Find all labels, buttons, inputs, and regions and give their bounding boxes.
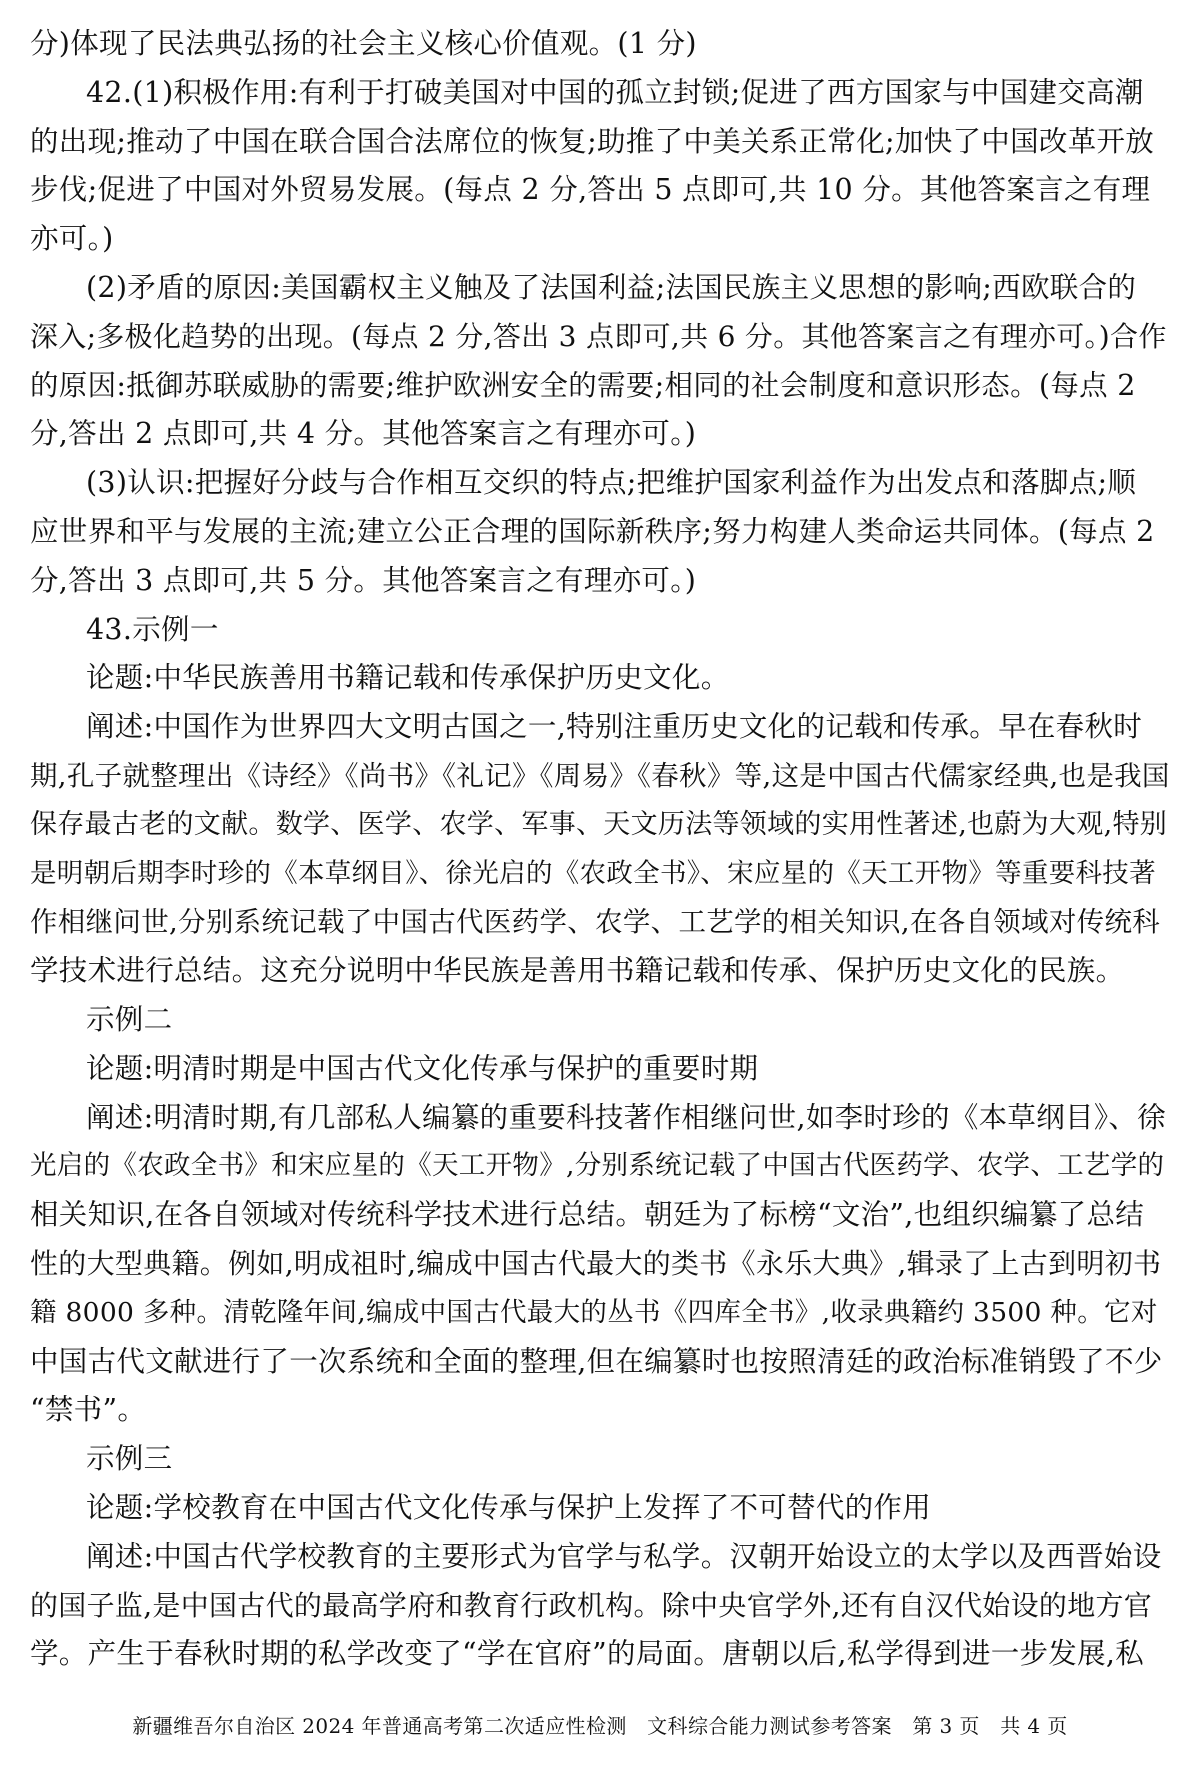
text-line: (3)认识:把握好分歧与合作相互交织的特点;把维护国家利益作为出发点和落脚点;顺	[86, 466, 1137, 500]
text-line: “禁书”。	[30, 1393, 147, 1427]
text-line: 期,孔子就整理出《诗经》《尚书》《礼记》《周易》《春秋》等,这是中国古代儒家经典,也是我国	[30, 759, 1170, 792]
text-line: 论题:学校教育在中国古代文化传承与保护上发挥了不可替代的作用	[86, 1490, 932, 1524]
text-line: 学技术进行总结。这充分说明中华民族是善用书籍记载和传承、保护历史文化的民族。	[30, 954, 1125, 988]
text-line: 亦可。)	[30, 222, 114, 256]
text-line: 的国子监,是中国古代的最高学府和教育行政机构。除中央官学外,还有自汉代始设的地方官	[30, 1588, 1153, 1622]
text-line: 示例三	[86, 1442, 173, 1476]
answer-text-body	[30, 20, 1170, 1679]
text-line: 性的大型典籍。例如,明成祖时,编成中国古代最大的类书《永乐大典》,辑录了上古到明初书	[30, 1246, 1162, 1280]
text-line: 学。产生于春秋时期的私学改变了“学在官府”的局面。唐朝以后,私学得到进一步发展,私	[30, 1637, 1145, 1671]
text-line: 阐述:中国作为世界四大文明古国之一,特别注重历史文化的记载和传承。早在春秋时	[86, 710, 1143, 744]
text-line: 相关知识,在各自领域对传统科学技术进行总结。朝廷为了标榜“文治”,也组织编纂了总结	[30, 1198, 1145, 1232]
text-line: 42.(1)积极作用:有利于打破美国对中国的孤立封锁;促进了西方国家与中国建交高潮	[86, 75, 1144, 109]
text-line: 示例二	[86, 1002, 173, 1036]
text-line: 步伐;促进了中国对外贸易发展。(每点 2 分,答出 5 点即可,共 10 分。其他答案言之有理	[30, 173, 1151, 207]
text-line: 的原因:抵御苏联威胁的需要;维护欧洲安全的需要;相同的社会制度和意识形态。(每点 2	[30, 368, 1136, 402]
text-line: 应世界和平与发展的主流;建立公正合理的国际新秩序;努力构建人类命运共同体。(每点 2	[30, 514, 1155, 548]
text-line: 分,答出 2 点即可,共 4 分。其他答案言之有理亦可。)	[30, 417, 697, 451]
text-line: 作相继问世,分别系统记载了中国古代医药学、农学、工艺学的相关知识,在各自领域对传统科	[30, 906, 1161, 939]
text-line: 中国古代文献进行了一次系统和全面的整理,但在编纂时也按照清廷的政治标准销毁了不少	[30, 1344, 1163, 1378]
text-line: 深入;多极化趋势的出现。(每点 2 分,答出 3 点即可,共 6 分。其他答案言之有理亦可。)合作	[30, 319, 1167, 353]
text-line: 是明朝后期李时珍的《本草纲目》、徐光启的《农政全书》、宋应星的《天工开物》等重要科技著	[30, 857, 1156, 889]
text-line: (2)矛盾的原因:美国霸权主义触及了法国利益;法国民族主义思想的影响;西欧联合的	[86, 270, 1137, 304]
text-line: 43.示例一	[86, 612, 219, 646]
text-line: 分,答出 3 点即可,共 5 分。其他答案言之有理亦可。)	[30, 563, 697, 597]
text-line: 的出现;推动了中国在联合国合法席位的恢复;助推了中美关系正常化;加快了中国改革开放	[30, 124, 1155, 158]
page-footer: 新疆维吾尔自治区 2024 年普通高考第二次适应性检测 文科综合能力测试参考答案 第 3 页 共 4 页	[132, 1714, 1068, 1738]
text-line: 论题:明清时期是中国古代文化传承与保护的重要时期	[86, 1051, 759, 1085]
text-line: 光启的《农政全书》和宋应星的《天工开物》,分别系统记载了中国古代医药学、农学、工艺学的	[30, 1150, 1165, 1182]
text-line: 论题:中华民族善用书籍记载和传承保护历史文化。	[86, 661, 730, 695]
text-line: 阐述:明清时期,有几部私人编纂的重要科技著作相继问世,如李时珍的《本草纲目》、徐	[86, 1100, 1166, 1134]
text-line: 保存最古老的文献。数学、医学、农学、军事、天文历法等领域的实用性著述,也蔚为大观,特别	[30, 808, 1168, 840]
text-line: 分)体现了民法典弘扬的社会主义核心价值观。(1 分)	[30, 27, 697, 60]
text-line: 阐述:中国古代学校教育的主要形式为官学与私学。汉朝开始设立的太学以及西晋始设	[86, 1539, 1162, 1573]
text-line: 籍 8000 多种。清乾隆年间,编成中国古代最大的丛书《四库全书》,收录典籍约 3500 种。它对	[30, 1296, 1158, 1328]
